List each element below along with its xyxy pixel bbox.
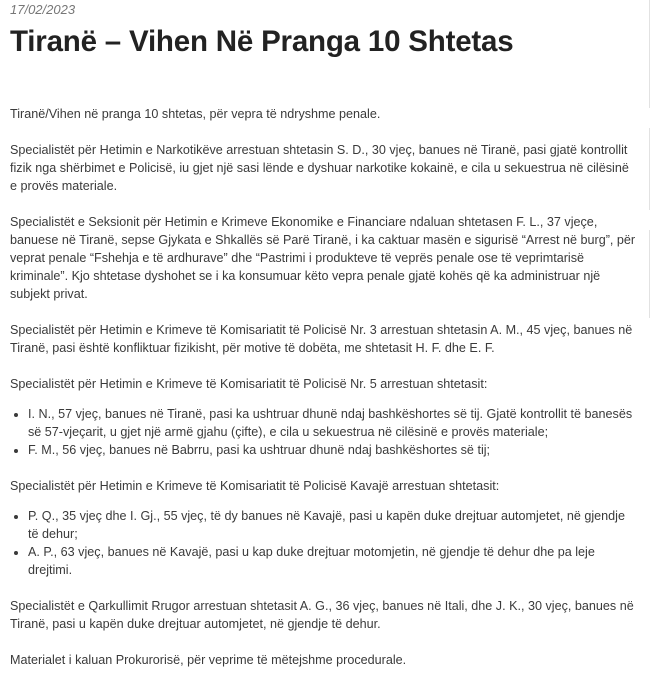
article-paragraph-intro: Tiranë/Vihen në pranga 10 shtetas, për vepra të ndryshme penale.: [10, 107, 381, 121]
article-date: 17/02/2023: [10, 2, 76, 17]
list-item: • F. M., 56 vjeç, banues në Babrru, pasi ka ushtruar dhunë ndaj bashkëshortes së tij;: [28, 441, 636, 459]
article-paragraph-narcotics: Specialistët për Hetimin e Narkotikëve arrestuan shtetasin S. D., 30 vjeç, banues në Tiranë, pasi gjatë kontrollit fizik nga shërbimet e Policisë, iu gjet një sasi lënde e dyshuar narkotike kokainë, e cila u sekuestrua në cilësinë e provës materiale.: [10, 143, 629, 193]
sidebar-edge: [648, 0, 656, 600]
list-item: • I. N., 57 vjeç, banues në Tiranë, pasi ka ushtruar dhunë ndaj bashkëshortes së tij. Gjatë kontrollit të banesës së 57-vjeçarit, u gjet një armë gjahu (çifte), e cila u sekuestrua në cilësinë e provës materiale;: [28, 405, 636, 441]
station-5-arrests-list: [10, 405, 636, 459]
article-paragraph-closing: Materialet i kaluan Prokurorisë, për veprime të mëtejshme procedurale.: [10, 653, 407, 667]
article-paragraph-economic-crimes: Specialistët e Seksionit për Hetimin e Krimeve Ekonomike e Financiare ndaluan shtetasen F. L., 37 vjeçe, banuese në Tiranë, sepse Gjykata e Shkallës së Parë Tiranë, i ka caktuar masën e sigurisë “Arrest në burg”, për veprat penale “Fshehja e të ardhurave” dhe “Pastrimi i produkteve të veprës penale ose të veprimtarisë kriminale”. Kjo shtetase dyshohet se i ka konsumuar këto vepra penale gjatë kohës që ka administruar një subjekt privat.: [10, 215, 636, 301]
sidebar-divider: [649, 230, 650, 318]
article-paragraph-kavaje: Specialistët për Hetimin e Krimeve të Komisariatit të Policisë Kavajë arrestuan shtetasit:: [10, 479, 500, 493]
article-paragraph-station-3: Specialistët për Hetimin e Krimeve të Komisariatit të Policisë Nr. 3 arrestuan shtetasin A. M., 45 vjeç, banues në Tiranë, pasi është konfliktuar fizikisht, për motive të dobëta, me shtetasit H. F. dhe E. F.: [10, 323, 633, 355]
article-paragraph-station-5: Specialistët për Hetimin e Krimeve të Komisariatit të Policisë Nr. 5 arrestuan shtetasit:: [10, 377, 488, 391]
sidebar-divider: [649, 128, 650, 210]
article-title: Tiranë – Vihen Në Pranga 10 Shtetas: [10, 25, 514, 58]
kavaje-arrests-list: [10, 507, 636, 579]
list-item: • A. P., 63 vjeç, banues në Kavajë, pasi u kap duke drejtuar motomjetin, në gjendje të dehur dhe pa leje drejtimi.: [28, 543, 636, 579]
list-item: • P. Q., 35 vjeç dhe I. Gj., 55 vjeç, të dy banues në Kavajë, pasi u kapën duke drejtuar automjetet, në gjendje të dehur;: [28, 507, 636, 543]
sidebar-divider: [649, 0, 650, 108]
article-body: [10, 105, 636, 687]
article-paragraph-traffic: Specialistët e Qarkullimit Rrugor arrestuan shtetasit A. G., 36 vjeç, banues në Itali, dhe J. K., 30 vjeç, banues në Tiranë, pasi u kapën duke drejtuar automjetet, në gjendje të dehur.: [10, 599, 634, 631]
